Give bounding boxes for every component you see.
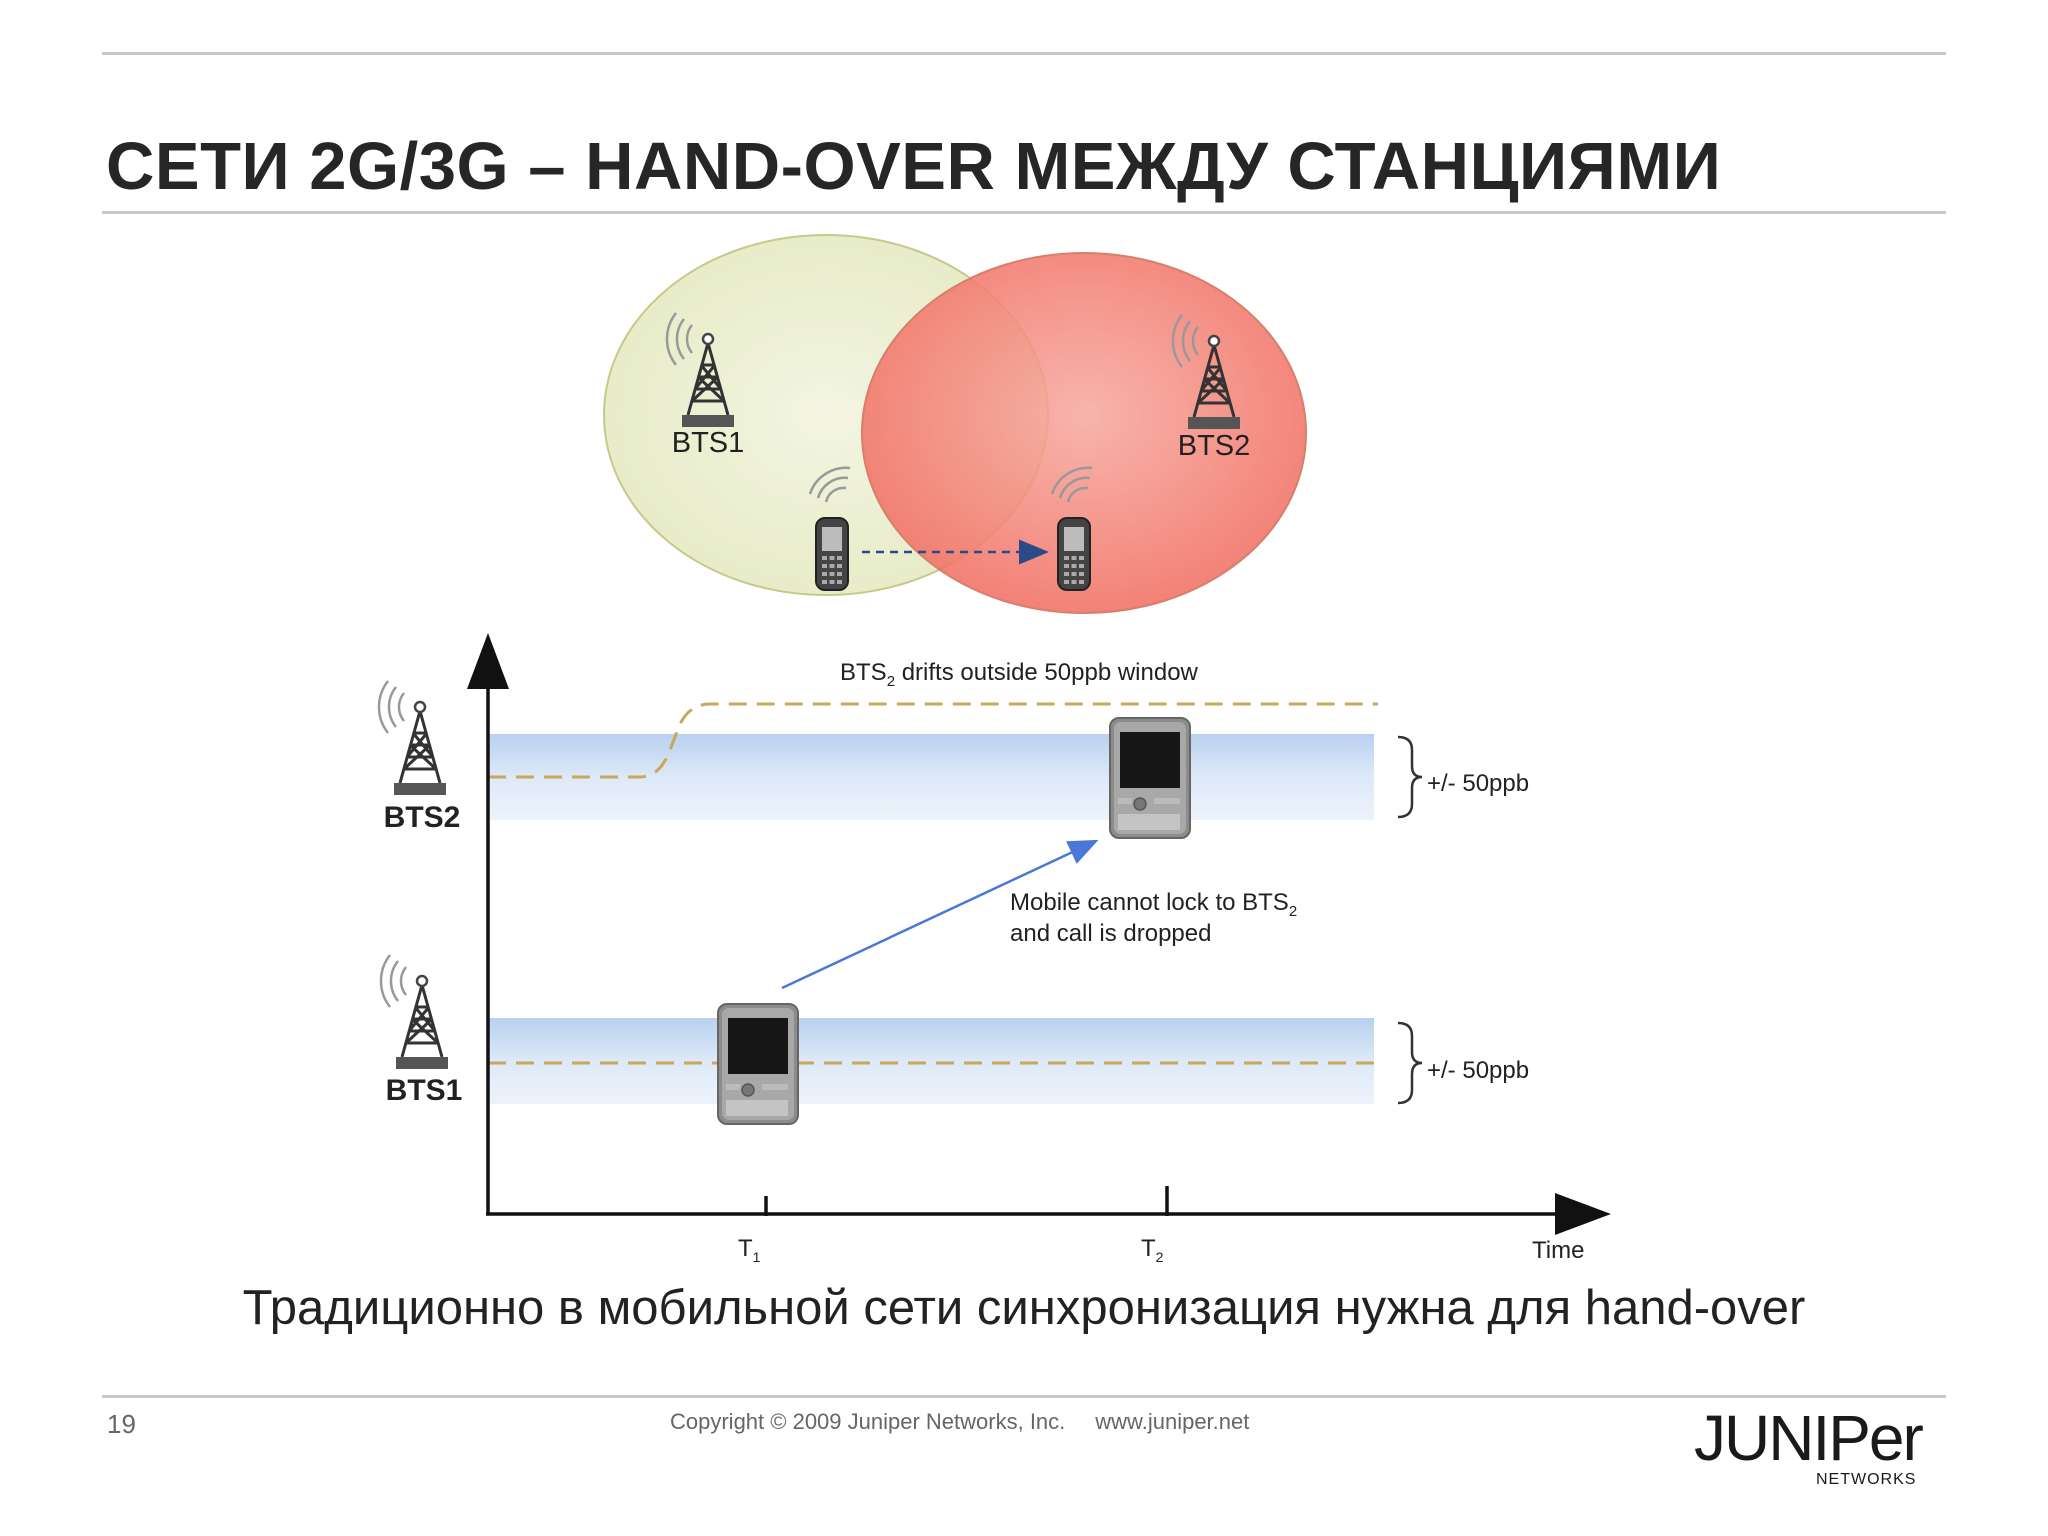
t2-label: $T_2$	[1141, 1235, 1164, 1265]
page-number: 19	[107, 1409, 136, 1439]
mobile-device-t1-icon	[718, 1004, 798, 1124]
mobile-note-line2: and call is dropped	[1010, 920, 1212, 947]
slide-caption: Традиционно в мобильной сети синхронизация нужна для hand-over	[242, 1281, 1806, 1335]
mobile-device-t2-icon	[1110, 718, 1190, 838]
drift-label: $BTS_2$ drifts outside 50ppb window	[840, 659, 1198, 690]
juniper-logo	[1690, 1408, 1950, 1488]
website-url: www.juniper.net	[1095, 1409, 1250, 1434]
bts1-axis-label: BTS1	[385, 1074, 463, 1107]
bts2-axis-tower-icon	[379, 681, 446, 795]
bts1-axis-tower-icon	[381, 955, 448, 1069]
logo-wordmark: JUNIPer	[1694, 1408, 1922, 1474]
window-label-bottom: +/- 50ppb	[1427, 1057, 1530, 1084]
copyright-text: Copyright © 2009 Juniper Networks, Inc.	[670, 1409, 1066, 1434]
window-brace-top	[1398, 737, 1422, 817]
bts1-window-band	[488, 1018, 1374, 1104]
mobile-note-line1: Mobile cannot lock to $BTS_2$	[1010, 889, 1298, 920]
footer-rule	[102, 1395, 1946, 1398]
bts2-coverage-label: BTS2	[1177, 430, 1251, 462]
t1-label: $T_1$	[738, 1235, 761, 1265]
window-label-top: +/- 50ppb	[1427, 770, 1530, 797]
bts2-axis-label: BTS2	[383, 801, 461, 834]
window-brace-bottom	[1398, 1023, 1422, 1103]
bts1-coverage-label: BTS1	[671, 427, 745, 459]
logo-networks: NETWORKS	[1816, 1471, 1917, 1488]
slide-title: СЕТИ 2G/3G – HAND-OVER МЕЖДУ СТАНЦИЯМИ	[106, 129, 1722, 204]
footer-copyright	[670, 1409, 1249, 1435]
bts2-window-band	[488, 734, 1374, 820]
time-axis-label: Time	[1532, 1237, 1585, 1264]
